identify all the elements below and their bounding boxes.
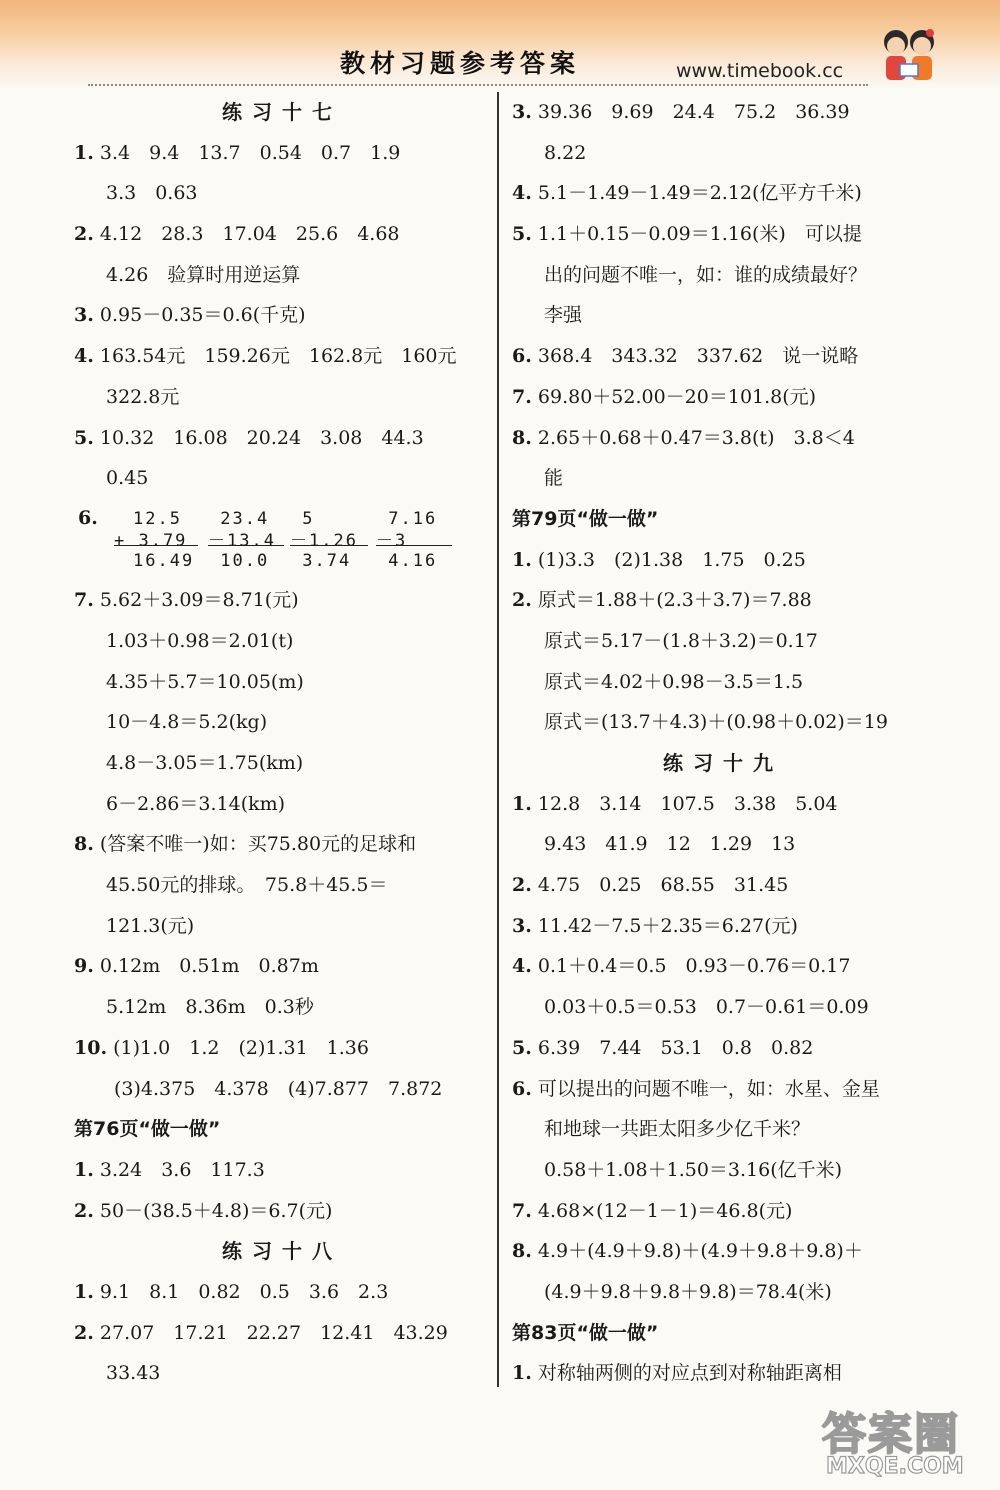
answer-line: 4.26 验算时用逆运算 [106, 263, 301, 286]
section-heading: 练习十八 [222, 1239, 342, 1264]
answer-line: 9. 0.12m 0.51m 0.87m [74, 955, 319, 978]
answer-line: 1. (1)3.3 (2)1.38 1.75 0.25 [512, 548, 806, 571]
answer-line: 6. 可以提出的问题不唯一，如：水星、金星 [512, 1077, 880, 1100]
calc-row: 16.49 [114, 550, 195, 571]
answer-line: 10. (1)1.0 1.2 (2)1.31 1.36 [74, 1036, 369, 1059]
answer-line: 6. 368.4 343.32 337.62 说一说略 [512, 345, 859, 368]
answer-line: 1. 3.24 3.6 117.3 [74, 1158, 265, 1181]
answer-line: 和地球一共距太阳多少亿千米？ [544, 1118, 811, 1141]
answer-line: 6－2.86＝3.14(km) [106, 792, 286, 815]
answer-line: 0.58＋1.08＋1.50＝3.16(亿千米) [544, 1158, 843, 1181]
column-divider [497, 92, 499, 1387]
calc-row: －1.26 [290, 530, 358, 551]
answer-line: 1. 9.1 8.1 0.82 0.5 3.6 2.3 [74, 1280, 389, 1303]
answer-line: 出的问题不唯一，如：谁的成绩最好？ [544, 263, 868, 286]
calc-rule [208, 545, 284, 546]
section-heading: 练习十九 [663, 751, 783, 775]
calc-row: 7.16 [376, 508, 438, 529]
answer-line: 8. (答案不唯一)如：买75.80元的足球和 [74, 833, 417, 856]
calc-rule [114, 545, 198, 546]
answer-line: (4.9＋9.8＋9.8＋9.8)＝78.4(米) [544, 1280, 832, 1303]
children-mascot-icon [876, 24, 944, 86]
calc-rule [376, 545, 452, 546]
watermark-logo-text: 答案圈 [822, 1409, 960, 1460]
calc-row: －13.4 [208, 530, 276, 551]
page-header-title: 教材习题参考答案 [340, 49, 581, 78]
calc-row: 23.4 [208, 508, 270, 529]
answer-line: 原式＝(13.7＋4.3)＋(0.98＋0.02)＝19 [544, 711, 888, 734]
right-column [512, 92, 934, 1394]
answer-line: 4.35＋5.7＝10.05(m) [106, 670, 304, 693]
answer-line: 8. 4.9＋(4.9＋9.8)＋(4.9＋9.8＋9.8)＋ [512, 1240, 863, 1263]
page-reference-heading: 第83页“做一做” [512, 1321, 659, 1344]
answer-line: 1. 对称轴两侧的对应点到对称轴距离相 [512, 1362, 842, 1385]
answer-line: 能 [544, 467, 564, 490]
answer-line: 1. 3.4 9.4 13.7 0.54 0.7 1.9 [74, 141, 401, 164]
answer-line: 5. 1.1＋0.15－0.09＝1.16(米) 可以提 [512, 223, 862, 246]
calc-row: 3.74 [290, 550, 352, 571]
section-heading: 练习十七 [222, 100, 342, 124]
answer-line: 0.45 [106, 467, 149, 490]
answer-line: (3)4.375 4.378 (4)7.877 7.872 [114, 1077, 443, 1100]
answer-line: 322.8元 [106, 385, 180, 408]
left-column [74, 92, 490, 1394]
answer-line: 10－4.8＝5.2(kg) [106, 711, 268, 734]
answer-line: 4. 0.1＋0.4＝0.5 0.93－0.76＝0.17 [512, 955, 851, 978]
answer-line: 9.43 41.9 12 1.29 13 [544, 833, 796, 856]
answer-line: 0.03＋0.5＝0.53 0.7－0.61＝0.09 [544, 996, 869, 1019]
answer-line: 李强 [544, 304, 583, 327]
calc-row: 12.5 [114, 508, 182, 529]
answer-line: 2. 4.75 0.25 68.55 31.45 [512, 874, 789, 897]
answer-line: 原式＝4.02＋0.98－3.5＝1.5 [544, 670, 804, 693]
calc-row: 4.16 [376, 550, 438, 571]
answer-line: 2. 27.07 17.21 22.27 12.41 43.29 [74, 1321, 448, 1344]
answer-line: 3. 39.36 9.69 24.4 75.2 36.39 [512, 101, 850, 123]
calc-row: 10.0 [208, 550, 270, 571]
website-url: www.timebook.cc [676, 60, 844, 82]
answer-line: 8. 2.65＋0.68＋0.47＝3.8(t) 3.8＜4 [512, 426, 855, 449]
answer-line: 原式＝5.17－(1.8＋3.2)＝0.17 [544, 629, 818, 652]
answer-line: 33.43 [106, 1362, 161, 1385]
answer-line: 2. 原式＝1.88＋(2.3＋3.7)＝7.88 [512, 589, 812, 612]
header-dotted-rule [88, 84, 868, 86]
answer-line: 2. 4.12 28.3 17.04 25.6 4.68 [74, 223, 400, 246]
answer-line: 3.3 0.63 [106, 182, 198, 205]
answer-line: 7. 4.68×(12－1－1)＝46.8(元) [512, 1199, 793, 1222]
answer-line: 7. 5.62＋3.09＝8.71(元) [74, 589, 299, 612]
page-reference-heading: 第76页“做一做” [74, 1118, 221, 1141]
calc-row: －3 [376, 530, 408, 551]
answer-line: 4. 5.1－1.49－1.49＝2.12(亿平方千米) [512, 182, 862, 205]
answer-line: 3. 0.95－0.35＝0.6(千克) [74, 304, 306, 327]
watermark-domain: MXQE.COM [826, 1454, 964, 1479]
question-number: 6. [78, 506, 98, 529]
answer-line: 5.12m 8.36m 0.3秒 [106, 996, 314, 1019]
calc-rule [290, 545, 368, 546]
answer-line: 1. 12.8 3.14 107.5 3.38 5.04 [512, 792, 838, 815]
answer-line: 2. 50－(38.5＋4.8)＝6.7(元) [74, 1199, 333, 1222]
answer-line: 1.03＋0.98＝2.01(t) [106, 629, 294, 652]
answer-line: 5. 6.39 7.44 53.1 0.8 0.82 [512, 1036, 814, 1059]
calc-row: 5 [290, 508, 315, 529]
page-reference-heading: 第79页“做一做” [512, 507, 659, 530]
answer-line: 7. 69.80＋52.00－20＝101.8(元) [512, 385, 817, 408]
site-watermark [812, 1398, 997, 1486]
answer-line: 121.3(元) [106, 914, 195, 937]
answer-line: 8.22 [544, 141, 587, 164]
calc-row: + 3.79 [114, 530, 188, 551]
vertical-calculations [74, 499, 490, 580]
answer-line: 3. 11.42－7.5＋2.35＝6.27(元) [512, 914, 798, 937]
answer-line: 4. 163.54元 159.26元 162.8元 160元 [74, 345, 457, 368]
answer-line: 5. 10.32 16.08 20.24 3.08 44.3 [74, 426, 424, 449]
answer-line: 4.8－3.05＝1.75(km) [106, 752, 304, 775]
answer-line: 45.50元的排球。 75.8＋45.5＝ [106, 874, 388, 897]
